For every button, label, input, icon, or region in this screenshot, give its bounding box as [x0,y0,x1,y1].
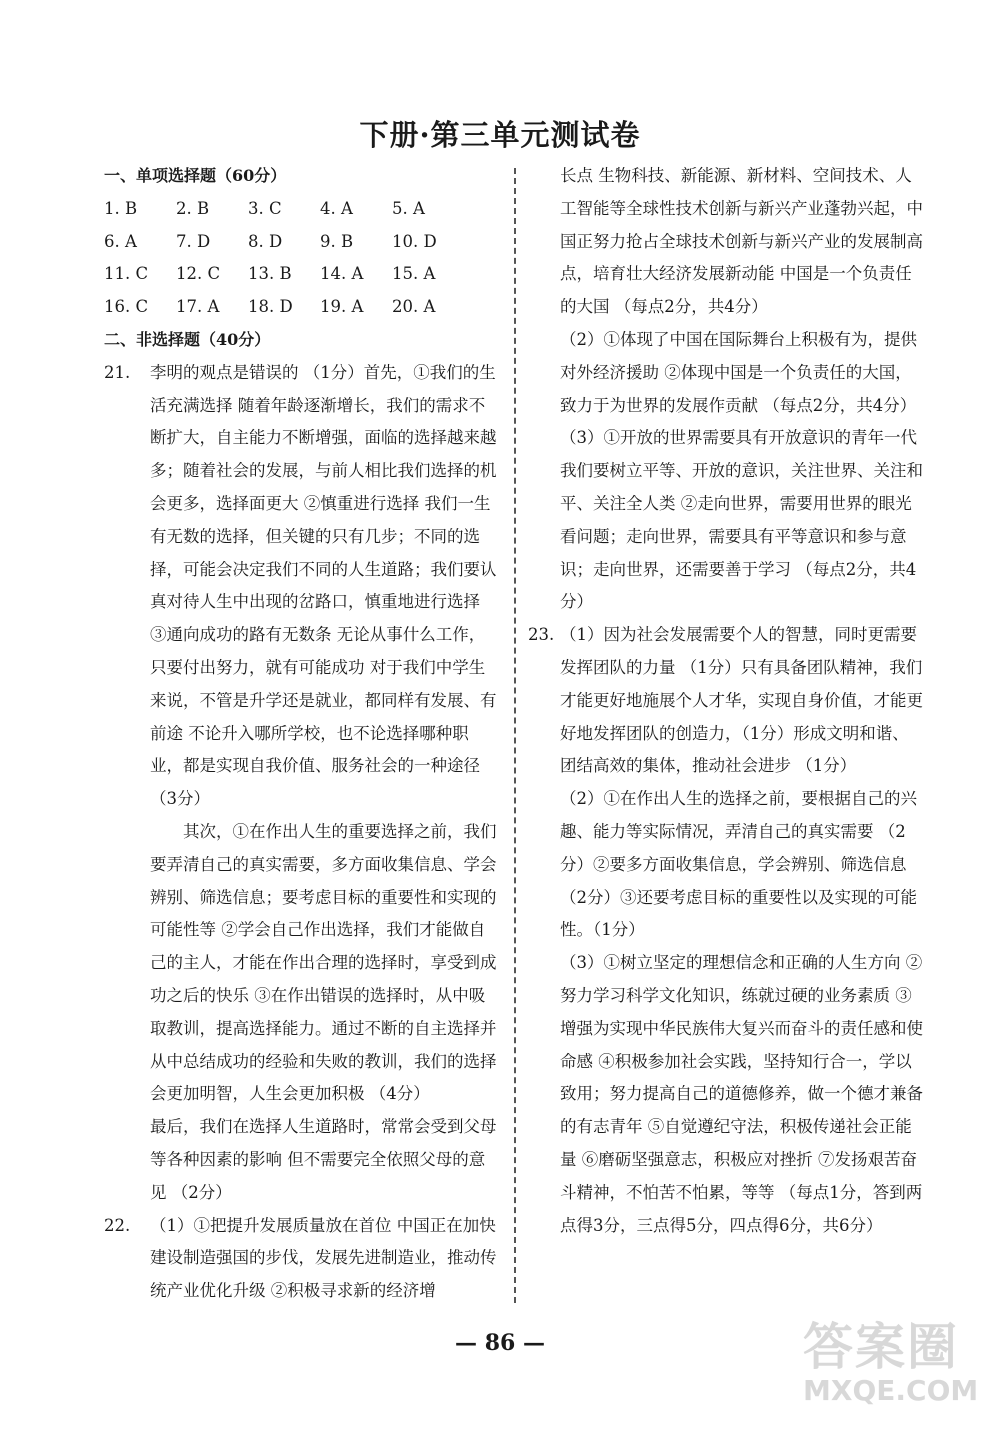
watermark-url: MXQE.COM [803,1374,979,1407]
answer-paragraph: 长点 生物科技、新能源、新材料、空间技术、人工智能等全球性技术创新与新兴产业蓬勃兴起，中国正努力抢占全球技术创新与新兴产业的发展制高点，培育壮大经济发展新动能 中国是一个负责任的大国 （每点2分，共4分） [560,166,923,317]
answer-paragraph: （3）①树立坚定的理想信念和正确的人生方向 ②努力学习科学文化知识，练就过硬的业务素质 ③增强为实现中华民族伟大复兴而奋斗的责任感和使命感 ④积极参加社会实践，坚持知行合一，学以致用；努力提高自己的道德修养，做一个德才兼备的有志青年 ⑤自觉遵纪守法，积极传递社会正能量 ⑥磨砺坚强意志，积极应对挫折 ⑦发扬艰苦奋斗精神，不怕苦不怕累，等等 （每点1分，答到两点得3分，三点得5分，四点得6分，共6分） [560,953,923,1235]
answer-paragraph: （1）①把提升发展质量放在首位 中国正在加快建设制造强国的步伐，发展先进制造业，推动传统产业优化升级 ②积极寻求新的经济增 [150,1215,497,1301]
column-divider [514,168,516,1303]
mc-row: 16. C 17. A 18. D 19. A 20. A [104,297,436,317]
page-number: — 86 — [455,1330,545,1356]
answer-paragraph: （3）①开放的世界需要具有开放意识的青年一代 我们要树立平等、开放的意识，关注世界、关注和平、关注全人类 ②走向世界，需要用世界的眼光看问题；走向世界，需要具有平等意识和参与意识；走向世界，还需要善于学习 （每点2分，共4分） [560,428,923,612]
answer-paragraph: 其次，①在作出人生的重要选择之前，我们要弄清自己的真实需要，多方面收集信息、学会辨别、筛选信息；要考虑目标的重要性和实现的可能性等 ②学会自己作出选择，我们才能做自己的主人，才能在作出合理的选择时，享受到成功之后的快乐 ③在作出错误的选择时，从中吸取教训，提高选择能力。通过不断的自主选择并从中总结成功的经验和失败的教训，我们的选择会更加明智，人生会更加积极 （4分） [150,821,497,1104]
right-column [530,160,925,1242]
page-title: 下册·第三单元测试卷 [359,118,641,152]
answer-paragraph: （2）①体现了中国在国际舞台上积极有为，提供对外经济援助 ②体现中国是一个负责任的大国，致力于为世界的发展作贡献 （每点2分，共4分） [560,329,917,415]
watermark-logo [803,1318,978,1413]
mc-row: 6. A 7. D 8. D 9. B 10. D [104,231,437,251]
section-heading-essay: 二、非选择题（40分） [104,329,271,349]
question-number: 23. [528,625,555,645]
mc-row: 11. C 12. C 13. B 14. A 15. A [104,264,436,284]
question-number: 21. [104,362,131,382]
answer-paragraph: 李明的观点是错误的 （1分）首先，①我们的生活充满选择 随着年龄逐渐增长，我们的需求不断扩大，自主能力不断增强，面临的选择越来越多；随着社会的发展，与前人相比我们选择的机会更多，选择面更大 ②慎重进行选择 我们一生有无数的选择，但关键的只有几步；不同的选择，可能会决定我们不同的人生道路；我们要认真对待人生中出现的岔路口，慎重地进行选择 ③通向成功的路有无数条 无论从事什么工作，只要付出努力，就有可能成功 对于我们中学生来说，不管是升学还是就业，都同样有发展、有前途 不论升入哪所学校，也不论选择哪种职业，都是实现自我价值、服务社会的一种途径 （3分） [150,362,497,809]
question-number: 22. [104,1215,131,1235]
question-23 [530,619,925,1242]
answer-paragraph: 最后，我们在选择人生道路时，常常会受到父母等各种因素的影响 但不需要完全依照父母的意见 （2分） [150,1117,497,1202]
question-22-continued [530,160,925,619]
answer-paragraph: （1）因为社会发展需要个人的智慧，同时更需要发挥团队的力量 （1分）只有具备团队精神，我们才能更好地施展个人才华，实现自身价值，才能更好地发挥团队的创造力，（1分）形成文明和谐、团结高效的集体，推动社会进步 （1分） [560,625,923,776]
watermark-text: 答案圈 [803,1317,959,1376]
question-22 [104,1210,500,1308]
left-column [104,160,500,1308]
section-heading-choice: 一、单项选择题（60分） [104,166,287,185]
answer-paragraph: （2）①在作出人生的选择之前，要根据自己的兴趣、能力等实际情况，弄清自己的真实需要 （2分）②要多方面收集信息，学会辨别、筛选信息 （2分）③还要考虑目标的重要性以及实现的可能性。（1分） [560,789,917,940]
question-21 [104,357,500,1210]
mc-row: 1. B 2. B 3. C 4. A 5. A [104,198,425,218]
